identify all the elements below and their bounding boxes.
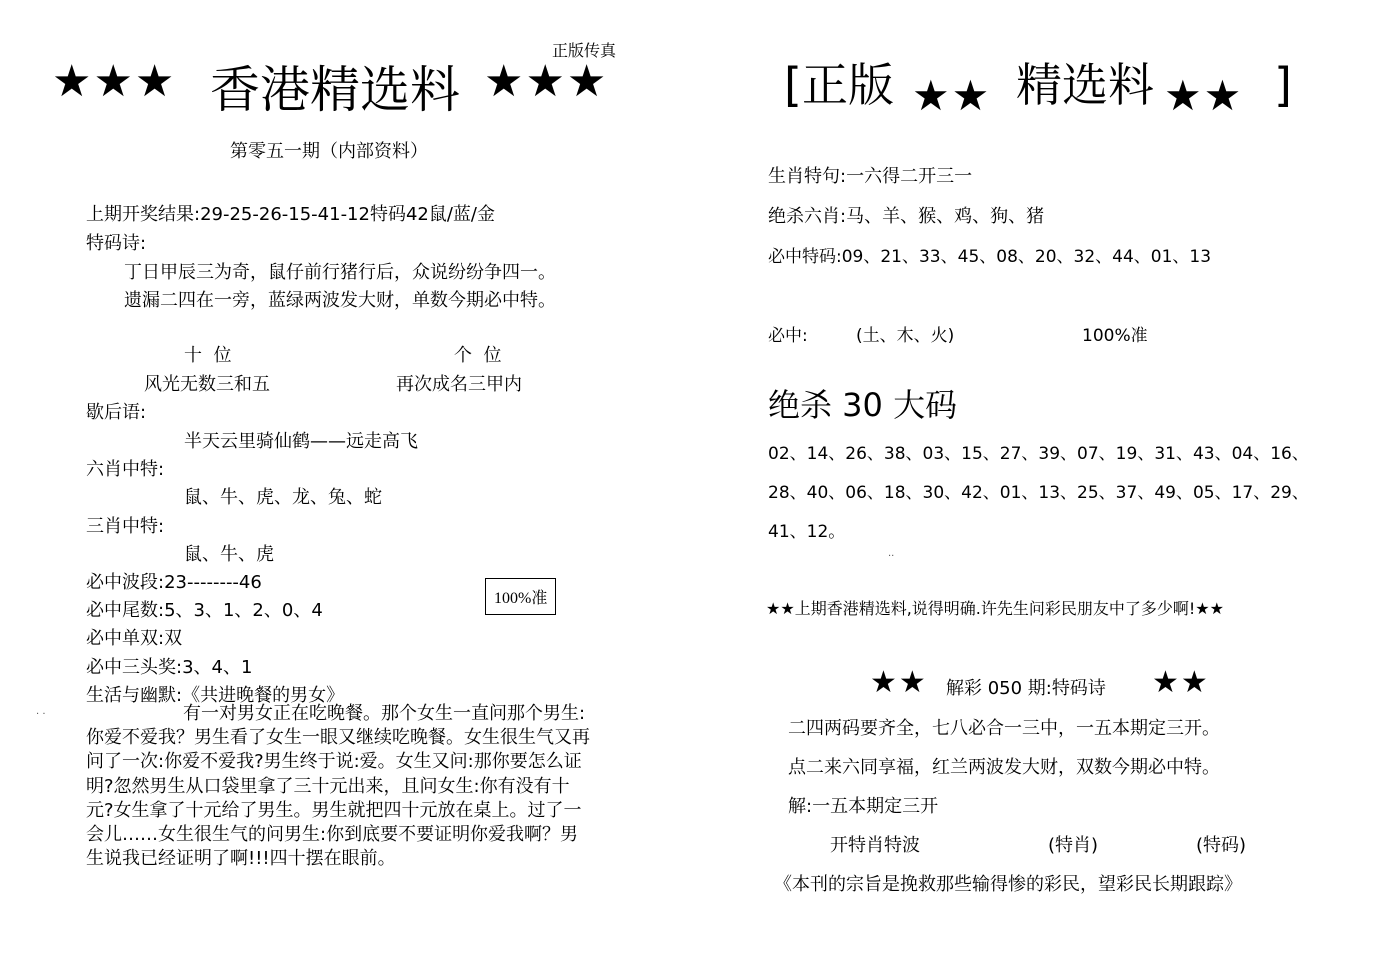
tens-label: 十 位: [184, 345, 232, 366]
right-title-stars-a: ★★: [912, 71, 992, 120]
humor-label: 生活与幽默:《共进晚餐的男女》: [86, 685, 345, 706]
stray-dots-left: . .: [36, 706, 46, 717]
title-stars-right: ★★★: [484, 56, 609, 107]
kill-six: 绝杀六肖:马、羊、猴、鸡、狗、猪: [768, 206, 1045, 227]
three-zodiac: 鼠、牛、虎: [184, 544, 274, 565]
jiecai-line-2: 点二来六同享福，红兰两波发大财，双数今期必中特。: [788, 757, 1220, 778]
ones-label: 个 位: [454, 345, 502, 366]
left-title: 香港精选料: [210, 61, 460, 119]
jiecai-line-3: 解:一五本期定三开: [788, 796, 939, 817]
kill30-line-2: 28、40、06、18、30、42、01、13、25、37、49、05、17、29、: [768, 483, 1309, 503]
banner-text: ★★上期香港精选料,说得明确.许先生问彩民朋友中了多少啊!★★: [766, 599, 1224, 618]
tens-text: 风光无数三和五: [144, 374, 270, 395]
right-title-close: ]: [1274, 58, 1292, 112]
ones-text: 再次成名三甲内: [396, 374, 522, 395]
poem-line-2: 遗漏二四在一旁，蓝绿两波发大财，单数今期必中特。: [124, 290, 556, 311]
six-zodiac-label: 六肖中特:: [86, 459, 165, 480]
kill30-title: 绝杀 30 大码: [768, 386, 958, 424]
right-title-open: [正版: [784, 58, 894, 112]
tail-numbers: 必中尾数:5、3、1、2、0、4: [86, 600, 323, 621]
six-zodiac: 鼠、牛、虎、龙、兔、蛇: [184, 487, 382, 508]
must-elements: (土、木、火): [856, 326, 955, 346]
jiecai-stars-left: ★★: [870, 665, 928, 700]
right-title: 精选料: [1016, 58, 1154, 112]
stray-dots-right: ..: [888, 548, 895, 559]
fax-label: 正版传真: [552, 41, 617, 60]
head-numbers: 必中三头奖:3、4、1: [86, 657, 253, 678]
poem-label: 特码诗:: [86, 233, 147, 254]
odd-even: 必中单双:双: [86, 628, 183, 649]
mission-statement: 《本刊的宗旨是挽救那些输得惨的彩民，望彩民长期跟踪》: [774, 874, 1242, 895]
xiehouyu-text: 半天云里骑仙鹤——远走高飞: [184, 431, 418, 452]
must-label: 必中:: [768, 326, 808, 346]
wave-range: 必中波段:23--------46: [86, 572, 262, 593]
accuracy-badge: 100%准: [485, 578, 556, 615]
three-zodiac-label: 三肖中特:: [86, 516, 165, 537]
humor-story: 有一对男女正在吃晚餐。那个女生一直问那个男生:你爱不爱我？男生看了女生一眼又继续吃晚餐。女生很生气又再问了一次:你爱不爱我?男生终于说:爱。女生又问:那你要怎么证明?忽然男生从口袋里拿了三十元出来，且问女生:你有没有十元?女生拿了十元给了男生。男生就把四十元放在桌上。过了一会儿……女生很生气的问男生:你到底要不要证明你爱我啊？男生说我已经证明了啊!!!四十摆在眼前。: [86, 703, 590, 870]
jiecai-line-1: 二四两码要齐全，七八必合一三中，一五本期定三开。: [788, 718, 1220, 739]
issue-number: 第零五一期（内部资料）: [230, 141, 428, 162]
zodiac-phrase: 生肖特句:一六得二开三一: [768, 166, 973, 187]
must-numbers: 必中特码:09、21、33、45、08、20、32、44、01、13: [768, 247, 1212, 267]
last-result: 上期开奖结果:29-25-26-15-41-12特码42鼠/蓝/金: [86, 204, 495, 225]
must-accuracy: 100%准: [1082, 326, 1148, 346]
jiecai-title: 解彩 050 期:特码诗: [946, 678, 1106, 699]
jiecai-stars-right: ★★: [1152, 665, 1210, 700]
poem-line-1: 丁日甲辰三为奇，鼠仔前行猪行后，众说纷纷争四一。: [124, 262, 556, 283]
open-label: 开特肖特波: [830, 835, 920, 856]
right-title-stars-b: ★★: [1164, 71, 1244, 120]
title-stars-left: ★★★: [52, 56, 177, 107]
kill30-line-3: 41、12。: [768, 522, 846, 542]
te-ma: (特码): [1196, 835, 1247, 856]
kill30-line-1: 02、14、26、38、03、15、27、39、07、19、31、43、04、16、: [768, 444, 1309, 464]
xiehouyu-label: 歇后语:: [86, 402, 147, 423]
te-xiao: (特肖): [1048, 835, 1099, 856]
